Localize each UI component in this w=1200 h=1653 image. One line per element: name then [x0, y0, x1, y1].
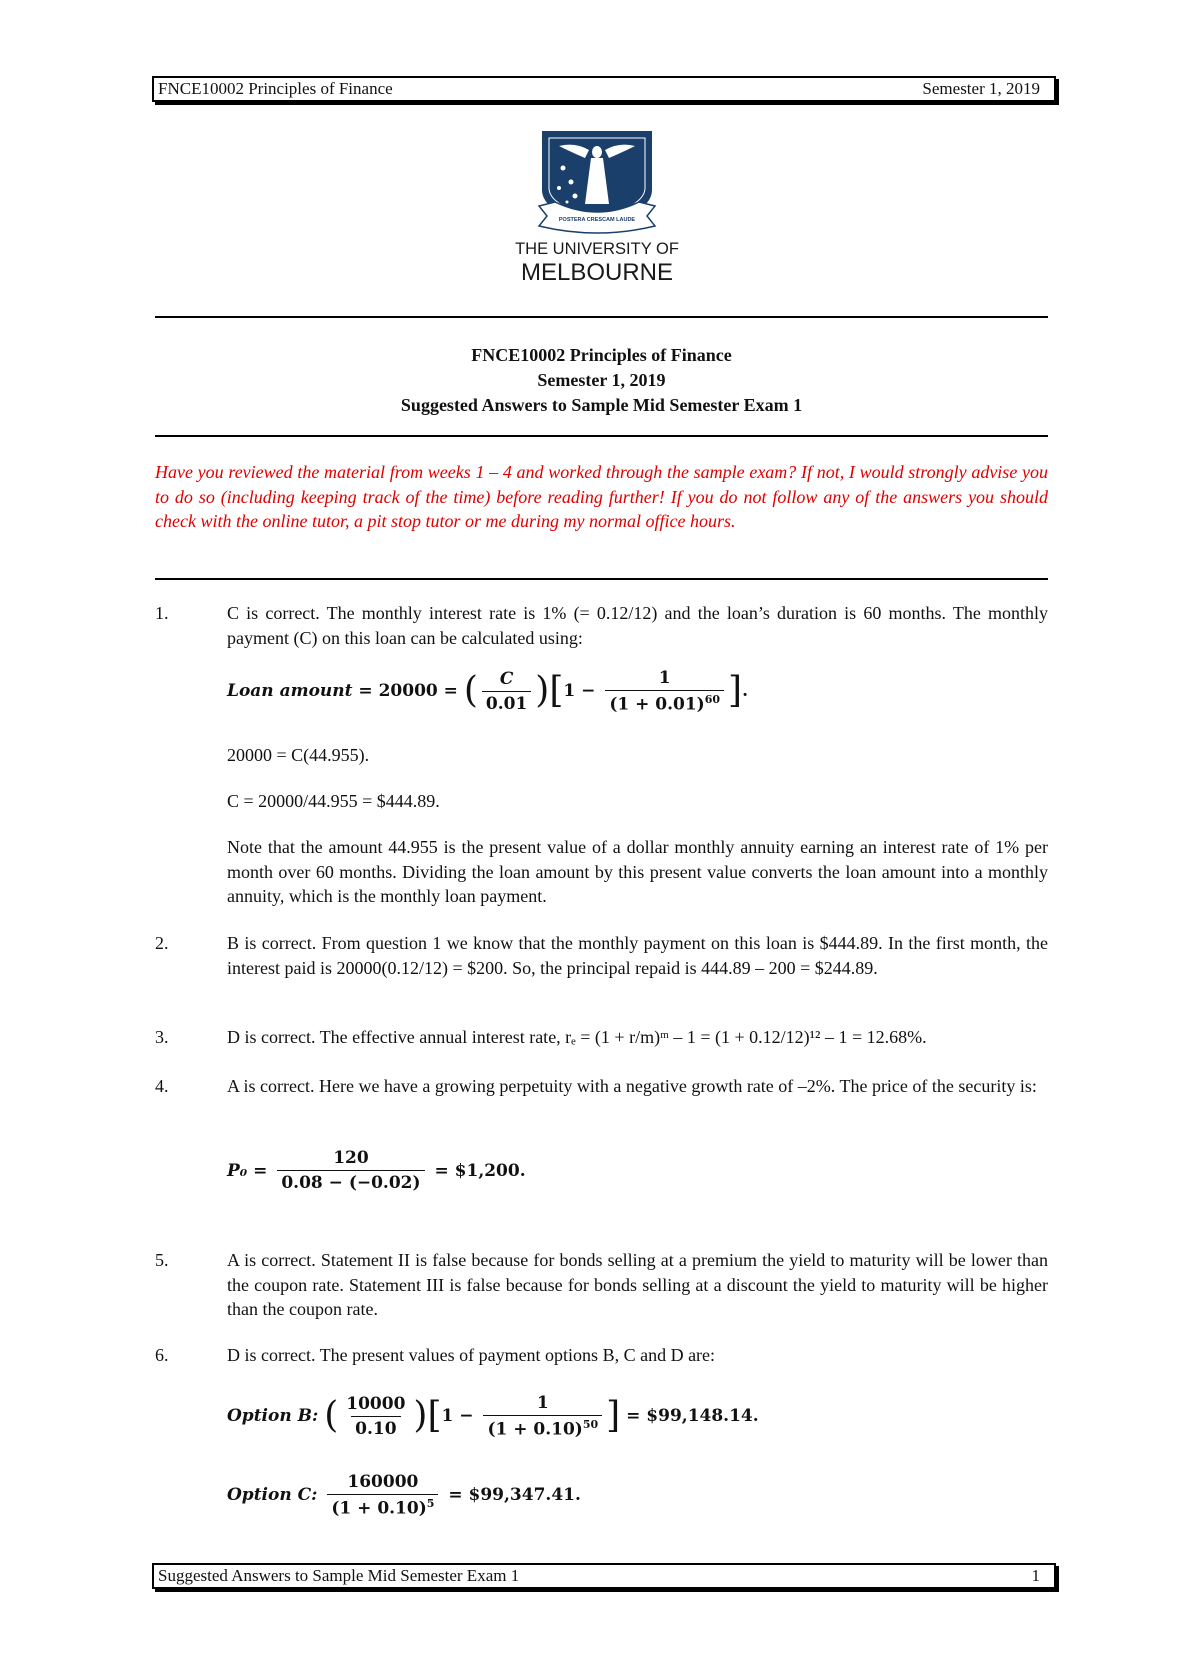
answer-3	[155, 1025, 1048, 1050]
answer-5	[155, 1248, 1048, 1322]
equation-loan: Loan amount = 20000 = ( $\frac{C}{0.01}$ ) [ 1 − $\frac{1}{(1 + 0.01)^{60}}$ ] .	[227, 668, 749, 715]
document-title-block	[155, 343, 1048, 418]
header-course: FNCE10002 Principles of Finance	[158, 79, 393, 98]
answer-text: C is correct. The monthly interest rate is 1% (= 0.12/12) and the loan’s duration is 60 months. The monthly payment (C) on this loan can be calculated using:	[227, 603, 1048, 648]
answer-4	[155, 1074, 1048, 1099]
answer-text: D is correct. The present values of payment options B, C and D are:	[227, 1345, 716, 1365]
fraction: $\frac{1}{(1 + 0.01)^{60}}$	[605, 668, 724, 715]
answer-1	[155, 601, 1048, 650]
answer-text: D is correct. The effective annual interest rate, rₑ = (1 + r/m)ᵐ – 1 = (1 + 0.12/12)¹² – 1 = 12.68%.	[227, 1027, 927, 1047]
eq-label: Loan amount	[227, 681, 353, 702]
eq-value: 20000	[378, 681, 438, 702]
svg-text:THE UNIVERSITY OF: THE UNIVERSITY OF	[515, 240, 679, 258]
equation-option-b: Option B: ( $\frac{10000}{0.10}$ ) [ 1 − $\frac{1}{(1 + 0.10)^{50}}$ ] = $99,148.14.	[227, 1393, 759, 1440]
fraction: $\frac{C}{0.01}$	[482, 669, 531, 714]
answer-6	[155, 1343, 1048, 1368]
eq-label: P₀	[227, 1160, 248, 1181]
eq-label: Option C:	[227, 1485, 318, 1506]
answer-number: 6.	[155, 1345, 169, 1365]
fraction: $\frac{160000}{(1 + 0.10)^5}$	[327, 1472, 438, 1519]
svg-text:POSTERA CRESCAM LAUDE: POSTERA CRESCAM LAUDE	[558, 217, 636, 223]
eq-result: $99,347.41.	[468, 1485, 581, 1506]
page-header	[152, 76, 1056, 102]
title-course: FNCE10002 Principles of Finance	[471, 345, 732, 365]
eq-one: 1	[563, 681, 576, 702]
answer-number: 3.	[155, 1027, 169, 1047]
equation-perpetuity: P₀ = $\frac{120}{0.08 - (-0.02)}$ = $1,200.	[227, 1148, 526, 1193]
page-footer	[152, 1563, 1056, 1589]
divider	[155, 578, 1048, 580]
step-text: C = 20000/44.955 = $444.89.	[227, 791, 440, 811]
answer-text: A is correct. Here we have a growing perpetuity with a negative growth rate of –2%. The price of the security is:	[227, 1076, 1037, 1096]
fraction: $\frac{1}{(1 + 0.10)^{50}}$	[483, 1393, 602, 1440]
fraction: $\frac{10000}{0.10}$	[346, 1393, 406, 1439]
eq-result: $99,148.14.	[646, 1406, 759, 1427]
answer-number: 2.	[155, 933, 169, 953]
header-semester: Semester 1, 2019	[922, 79, 1040, 98]
answer-text: B is correct. From question 1 we know that the monthly payment on this loan is $444.89. In the first month, the interest paid is 20000(0.12/12) = $200. So, the principal repaid is 444.89 – 200 = $244.89.	[227, 933, 1048, 978]
title-document: Suggested Answers to Sample Mid Semester Exam 1	[400, 395, 803, 415]
answer-text: A is correct. Statement II is false because for bonds selling at a premium the yield to maturity will be lower than the coupon rate. Statement III is false because for bonds selling at a discount the yield to maturity will be higher than the coupon rate.	[227, 1250, 1048, 1319]
answer-2	[155, 931, 1048, 980]
title-semester: Semester 1, 2019	[537, 370, 666, 390]
equation-option-c: Option C: $\frac{160000}{(1 + 0.10)^5}$ = $99,347.41.	[227, 1472, 581, 1519]
divider	[155, 435, 1048, 437]
svg-text:MELBOURNE: MELBOURNE	[520, 259, 674, 286]
fraction: $\frac{120}{0.08 - (-0.02)}$	[277, 1148, 424, 1193]
footer-title: Suggested Answers to Sample Mid Semester Exam 1	[158, 1566, 520, 1585]
answer-number: 5.	[155, 1250, 169, 1270]
answer-number: 1.	[155, 603, 169, 623]
note-text: Note that the amount 44.955 is the present value of a dollar monthly annuity earning an interest rate of 1% per month over 60 months. Dividing the loan amount by this present value converts the loan amount into a monthly annuity, which is the monthly loan payment.	[227, 837, 1048, 906]
eq-result: $1,200.	[454, 1160, 526, 1181]
page-number: 1	[1031, 1566, 1040, 1585]
intro-note: Have you reviewed the material from weeks 1 – 4 and worked through the sample exam? If not, I would strongly advise you to do so (including keeping track of the time) before reading further! If you do not follow any of the answers you should check with the online tutor, a pit stop tutor or me during my normal office hours.	[155, 462, 1048, 531]
university-logo	[515, 128, 695, 296]
answer-number: 4.	[155, 1076, 169, 1096]
step-text: 20000 = C(44.955).	[227, 745, 370, 765]
divider	[155, 316, 1048, 318]
eq-label: Option B:	[227, 1406, 319, 1427]
